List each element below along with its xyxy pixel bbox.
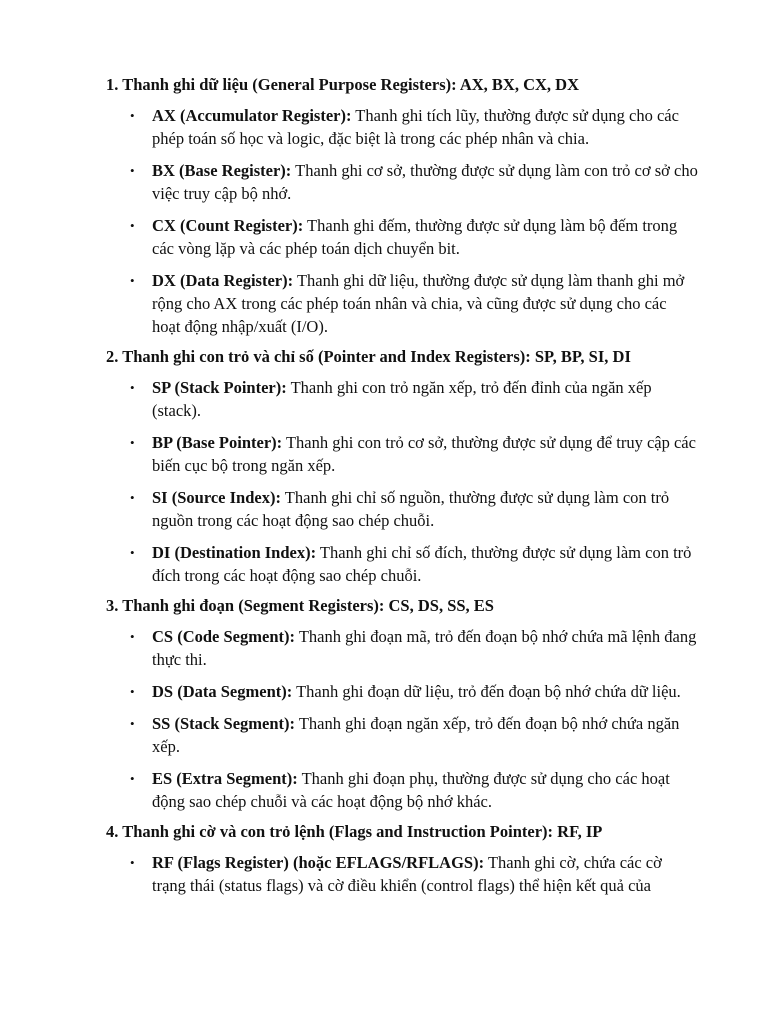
- register-description: Thanh ghi đoạn dữ liệu, trỏ đến đoạn bộ nhớ chứa dữ liệu.: [296, 682, 681, 701]
- register-description: Thanh ghi con trỏ ngăn xếp, trỏ đến đỉnh của ngăn xếp (stack).: [152, 378, 652, 420]
- document-content: [106, 74, 706, 905]
- register-list: [106, 625, 706, 813]
- section-heading: 3. Thanh ghi đoạn (Segment Registers): CS, DS, SS, ES: [106, 596, 494, 615]
- list-item-bp: [106, 431, 698, 477]
- register-term: DS (Data Segment):: [152, 682, 293, 701]
- bullet-icon: •: [130, 771, 135, 786]
- register-description: Thanh ghi dữ liệu, thường được sử dụng làm thanh ghi mở rộng cho AX trong các phép toán nhân và chia, và cũng được sử dụng cho các hoạt động nhập/xuất (I/O).: [152, 271, 685, 336]
- register-term: DI (Destination Index):: [152, 543, 317, 562]
- bullet-icon: •: [130, 273, 135, 288]
- register-list: [106, 851, 706, 897]
- list-item-ax: [106, 104, 698, 150]
- register-term: SP (Stack Pointer):: [152, 378, 287, 397]
- register-list: [106, 376, 706, 587]
- register-description: Thanh ghi đoạn ngăn xếp, trỏ đến đoạn bộ nhớ chứa ngăn xếp.: [152, 714, 680, 756]
- register-description: Thanh ghi tích lũy, thường được sử dụng cho các phép toán số học và logic, đặc biệt là trong các phép nhân và chia.: [152, 106, 679, 148]
- bullet-icon: •: [130, 108, 135, 123]
- register-term: CX (Count Register):: [152, 216, 304, 235]
- list-item-dx: [106, 269, 698, 338]
- register-description: Thanh ghi đếm, thường được sử dụng làm bộ đếm trong các vòng lặp và các phép toán dịch chuyển bit.: [152, 216, 678, 258]
- list-item-es: [106, 767, 698, 813]
- register-description: Thanh ghi chỉ số nguồn, thường được sử dụng làm con trỏ nguồn trong các hoạt động sao chép chuỗi.: [152, 488, 670, 530]
- list-item-cx: [106, 214, 698, 260]
- list-item-bx: [106, 159, 698, 205]
- section-heading: 4. Thanh ghi cờ và con trỏ lệnh (Flags and Instruction Pointer): RF, IP: [106, 822, 603, 841]
- section-flags-instruction-pointer: [106, 821, 706, 897]
- register-list: [106, 104, 706, 338]
- bullet-icon: •: [130, 716, 135, 731]
- register-term: ES (Extra Segment):: [152, 769, 298, 788]
- bullet-icon: •: [130, 684, 135, 699]
- section-pointer-index-registers: [106, 346, 706, 587]
- bullet-icon: •: [130, 629, 135, 644]
- list-item-di: [106, 541, 698, 587]
- register-description: Thanh ghi cơ sở, thường được sử dụng làm con trỏ cơ sở cho việc truy cập bộ nhớ.: [152, 161, 698, 203]
- register-description: Thanh ghi đoạn mã, trỏ đến đoạn bộ nhớ chứa mã lệnh đang thực thi.: [152, 627, 697, 669]
- register-term: BP (Base Pointer):: [152, 433, 283, 452]
- list-item-rf: [106, 851, 698, 897]
- register-term: CS (Code Segment):: [152, 627, 295, 646]
- bullet-icon: •: [130, 435, 135, 450]
- section-segment-registers: [106, 595, 706, 813]
- list-item-ds: [106, 680, 698, 703]
- register-term: RF (Flags Register) (hoặc EFLAGS/RFLAGS):: [152, 853, 485, 872]
- section-heading: 2. Thanh ghi con trỏ và chỉ số (Pointer and Index Registers): SP, BP, SI, DI: [106, 347, 631, 366]
- list-item-sp: [106, 376, 698, 422]
- section-heading: 1. Thanh ghi dữ liệu (General Purpose Registers): AX, BX, CX, DX: [106, 75, 579, 94]
- register-term: BX (Base Register):: [152, 161, 292, 180]
- bullet-icon: •: [130, 163, 135, 178]
- list-item-si: [106, 486, 698, 532]
- register-description: Thanh ghi con trỏ cơ sở, thường được sử dụng để truy cập các biến cục bộ trong ngăn xếp.: [152, 433, 696, 475]
- register-term: SI (Source Index):: [152, 488, 281, 507]
- bullet-icon: •: [130, 380, 135, 395]
- list-item-cs: [106, 625, 698, 671]
- bullet-icon: •: [130, 545, 135, 560]
- register-term: AX (Accumulator Register):: [152, 106, 352, 125]
- register-description: Thanh ghi đoạn phụ, thường được sử dụng cho các hoạt động sao chép chuỗi và các hoạt động bộ nhớ khác.: [152, 769, 670, 811]
- bullet-icon: •: [130, 490, 135, 505]
- register-description: Thanh ghi cờ, chứa các cờ trạng thái (status flags) và cờ điều khiển (control flags) thể hiện kết quả của: [152, 853, 662, 895]
- section-general-purpose-registers: [106, 74, 706, 338]
- list-item-ss: [106, 712, 698, 758]
- register-term: DX (Data Register):: [152, 271, 294, 290]
- register-term: SS (Stack Segment):: [152, 714, 295, 733]
- register-description: Thanh ghi chỉ số đích, thường được sử dụng làm con trỏ đích trong các hoạt động sao chép chuỗi.: [152, 543, 692, 585]
- bullet-icon: •: [130, 855, 135, 870]
- bullet-icon: •: [130, 218, 135, 233]
